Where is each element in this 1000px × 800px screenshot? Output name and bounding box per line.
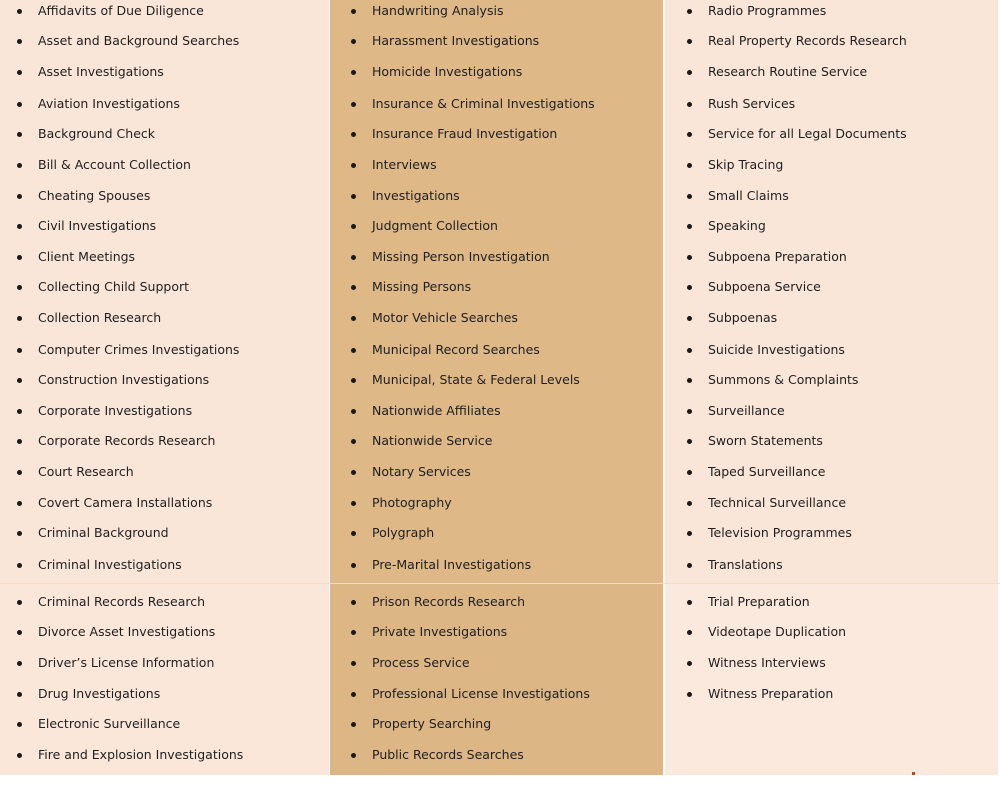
list-item-label: Notary Services [372, 464, 471, 479]
bullet-icon [351, 630, 356, 635]
bullet-icon [687, 102, 692, 107]
list-item-label: Surveillance [708, 403, 785, 418]
bullet-icon [351, 102, 356, 107]
list-item-label: Insurance & Criminal Investigations [372, 96, 595, 111]
bullet-icon [17, 409, 22, 414]
list-item-label: Subpoena Preparation [708, 249, 847, 264]
list-item-label: Subpoena Service [708, 279, 821, 294]
bullet-icon [687, 378, 692, 383]
bullet-icon [351, 285, 356, 290]
list-item-label: Drug Investigations [38, 686, 161, 701]
bullet-icon [17, 753, 22, 758]
bullet-icon [17, 378, 22, 383]
services-column-left [0, 0, 329, 775]
list-item-label: Investigations [372, 188, 460, 203]
list-item-label: Technical Surveillance [708, 495, 847, 510]
bullet-icon [687, 255, 692, 260]
list-item-label: Television Programmes [708, 525, 852, 540]
bullet-icon [351, 722, 356, 727]
bullet-icon [17, 316, 22, 321]
bullet-icon [17, 531, 22, 536]
bullet-icon [17, 563, 22, 568]
bullet-icon [351, 70, 356, 75]
bullet-icon [17, 661, 22, 666]
bullet-icon [17, 501, 22, 506]
list-item-label: Handwriting Analysis [372, 3, 504, 18]
bullet-icon [17, 470, 22, 475]
bullet-icon [17, 439, 22, 444]
list-item-label: Driver’s License Information [38, 655, 215, 670]
list-item-label: Criminal Records Research [38, 594, 206, 609]
list-item-label: Fire and Explosion Investigations [38, 747, 244, 762]
bullet-icon [17, 132, 22, 137]
list-item-label: Court Research [38, 464, 134, 479]
list-item-label: Rush Services [708, 96, 796, 111]
list-item-label: Motor Vehicle Searches [372, 310, 518, 325]
list-item-label: Public Records Searches [372, 747, 524, 762]
list-item-label: Bill & Account Collection [38, 157, 191, 172]
bullet-icon [17, 9, 22, 14]
list-item-label: Collecting Child Support [38, 279, 190, 294]
bullet-icon [351, 470, 356, 475]
bullet-icon [351, 661, 356, 666]
bullet-icon [351, 9, 356, 14]
list-item-label: Homicide Investigations [372, 64, 523, 79]
list-item-label: Summons & Complaints [708, 372, 859, 387]
list-item-label: Collection Research [38, 310, 162, 325]
bullet-icon [687, 563, 692, 568]
list-item-label: Asset Investigations [38, 64, 164, 79]
list-item-label: Witness Preparation [708, 686, 834, 701]
list-item-label: Covert Camera Installations [38, 495, 213, 510]
list-item-label: Nationwide Affiliates [372, 403, 501, 418]
list-item-label: Corporate Investigations [38, 403, 193, 418]
list-item-label: Service for all Legal Documents [708, 126, 907, 141]
bullet-icon [687, 692, 692, 697]
stray-mark [912, 772, 915, 775]
bullet-icon [351, 163, 356, 168]
bullet-icon [17, 722, 22, 727]
list-item-label: Computer Crimes Investigations [38, 342, 240, 357]
list-item-label: Municipal, State & Federal Levels [372, 372, 580, 387]
bullet-icon [687, 194, 692, 199]
section-divider [0, 583, 1000, 584]
bullet-icon [17, 70, 22, 75]
bullet-icon [351, 378, 356, 383]
bullet-icon [17, 39, 22, 44]
bullet-icon [351, 600, 356, 605]
list-item-label: Judgment Collection [372, 218, 498, 233]
bullet-icon [351, 316, 356, 321]
list-item-label: Interviews [372, 157, 437, 172]
bullet-icon [351, 224, 356, 229]
bullet-icon [687, 70, 692, 75]
bullet-icon [687, 39, 692, 44]
bullet-icon [687, 224, 692, 229]
list-item-label: Professional License Investigations [372, 686, 590, 701]
list-item-label: Taped Surveillance [708, 464, 826, 479]
bullet-icon [17, 692, 22, 697]
list-item-label: Research Routine Service [708, 64, 868, 79]
list-item-label: Background Check [38, 126, 155, 141]
bullet-icon [351, 692, 356, 697]
bullet-icon [17, 600, 22, 605]
list-item-label: Skip Tracing [708, 157, 784, 172]
services-column-right [665, 0, 998, 775]
bullet-icon [351, 194, 356, 199]
list-item-label: Municipal Record Searches [372, 342, 540, 357]
list-item-label: Witness Interviews [708, 655, 826, 670]
bullet-icon [351, 439, 356, 444]
services-column-middle [330, 0, 663, 775]
bullet-icon [687, 600, 692, 605]
bullet-icon [351, 255, 356, 260]
list-item-label: Translations [708, 557, 783, 572]
list-item-label: Insurance Fraud Investigation [372, 126, 558, 141]
bullet-icon [687, 630, 692, 635]
list-item-label: Missing Person Investigation [372, 249, 550, 264]
list-item-label: Trial Preparation [708, 594, 810, 609]
list-item-label: Criminal Background [38, 525, 169, 540]
list-item-label: Pre-Marital Investigations [372, 557, 532, 572]
list-item-label: Missing Persons [372, 279, 472, 294]
bullet-icon [687, 439, 692, 444]
bullet-icon [687, 163, 692, 168]
list-item-label: Nationwide Service [372, 433, 493, 448]
bullet-icon [17, 102, 22, 107]
bullet-icon [17, 224, 22, 229]
list-item-label: Polygraph [372, 525, 435, 540]
list-item-label: Small Claims [708, 188, 789, 203]
bullet-icon [351, 531, 356, 536]
list-item-label: Private Investigations [372, 624, 508, 639]
list-item-label: Property Searching [372, 716, 492, 731]
bullet-icon [687, 501, 692, 506]
bullet-icon [17, 163, 22, 168]
bullet-icon [351, 348, 356, 353]
bullet-icon [351, 132, 356, 137]
list-item-label: Videotape Duplication [708, 624, 847, 639]
list-item-label: Asset and Background Searches [38, 33, 240, 48]
bullet-icon [351, 501, 356, 506]
bullet-icon [17, 285, 22, 290]
list-item-label: Suicide Investigations [708, 342, 845, 357]
list-item-label: Aviation Investigations [38, 96, 180, 111]
list-item-label: Radio Programmes [708, 3, 827, 18]
bullet-icon [351, 39, 356, 44]
list-item-label: Corporate Records Research [38, 433, 216, 448]
list-item-label: Process Service [372, 655, 470, 670]
list-item-label: Cheating Spouses [38, 188, 151, 203]
list-item-label: Divorce Asset Investigations [38, 624, 216, 639]
list-item-label: Civil Investigations [38, 218, 157, 233]
bullet-icon [17, 194, 22, 199]
bullet-icon [687, 531, 692, 536]
list-item-label: Prison Records Research [372, 594, 525, 609]
list-item-label: Sworn Statements [708, 433, 823, 448]
bullet-icon [687, 285, 692, 290]
list-item-label: Speaking [708, 218, 766, 233]
list-item-label: Client Meetings [38, 249, 136, 264]
list-item-label: Photography [372, 495, 452, 510]
list-item-label: Harassment Investigations [372, 33, 540, 48]
bullet-icon [687, 348, 692, 353]
list-item-label: Real Property Records Research [708, 33, 907, 48]
bullet-icon [351, 409, 356, 414]
bullet-icon [351, 753, 356, 758]
list-item-label: Electronic Surveillance [38, 716, 181, 731]
list-item-label: Criminal Investigations [38, 557, 182, 572]
list-item-label: Subpoenas [708, 310, 778, 325]
bullet-icon [17, 630, 22, 635]
bullet-icon [687, 409, 692, 414]
bullet-icon [687, 132, 692, 137]
bullet-icon [17, 348, 22, 353]
list-item-label: Affidavits of Due Diligence [38, 3, 204, 18]
list-item-label: Construction Investigations [38, 372, 210, 387]
bullet-icon [687, 661, 692, 666]
bullet-icon [17, 255, 22, 260]
bullet-icon [687, 9, 692, 14]
bullet-icon [687, 316, 692, 321]
bullet-icon [351, 563, 356, 568]
bullet-icon [687, 470, 692, 475]
